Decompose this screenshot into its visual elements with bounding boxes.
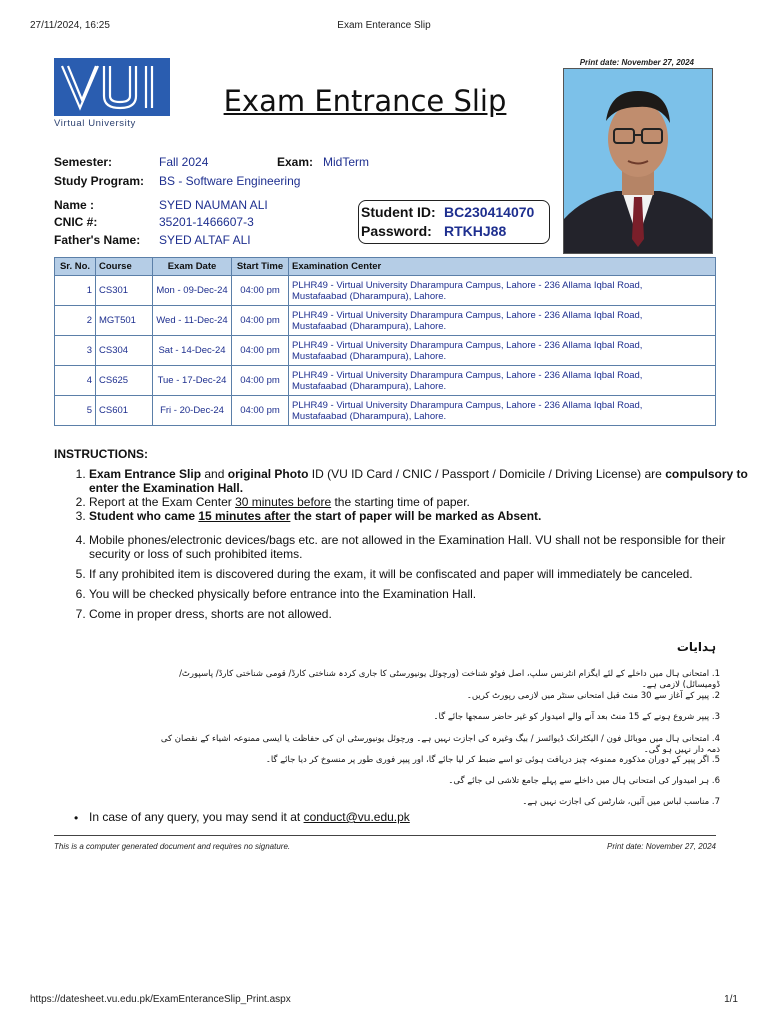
row-course: CS304 — [96, 336, 153, 366]
col-center: Examination Center — [289, 258, 716, 276]
password-label: Password: — [361, 223, 432, 239]
student-id-label: Student ID: — [361, 204, 436, 220]
credentials-box — [358, 200, 550, 244]
urdu-instruction-line: 7. مناسب لباس میں آئیں، شارٹس کی اجازت نہیں ہے۔ — [522, 797, 720, 807]
urdu-instruction-line: 1. امتحانی ہال میں داخلے کے لئے ایگزام انٹرنس سلپ، اصل فوٹو شناخت (ورچوئل یونیورسٹی کا جاری کردہ شناختی کارڈ/ قومی شناختی کارڈ/ پاسپورٹ/ ڈومیسائل) لازمی ہے۔ — [179, 669, 720, 690]
father-label: Father's Name: — [54, 233, 141, 247]
row-sr: 2 — [55, 306, 96, 336]
col-sr: Sr. No. — [55, 258, 96, 276]
col-time: Start Time — [232, 258, 289, 276]
vu-logo — [54, 58, 172, 128]
row-center — [289, 306, 716, 336]
center-line-2: Mustafaabad (Dharampura), Lahore. — [292, 290, 447, 302]
row-sr: 5 — [55, 396, 96, 426]
row-course: CS301 — [96, 276, 153, 306]
center-line-1: PLHR49 - Virtual University Dharampura Campus, Lahore - 236 Allama Iqbal Road, — [292, 369, 643, 381]
row-time: 04:00 pm — [232, 306, 289, 336]
instructions-heading: INSTRUCTIONS: — [54, 447, 148, 461]
email-link[interactable]: conduct@vu.edu.pk — [303, 810, 410, 824]
urdu-instruction-line: 4. امتحانی ہال میں موبائل فون / الیکٹرانک ڈیوائسز / بیگ وغیرہ کی اجازت نہیں ہے۔ ورچوئل یونیورسٹی ان کی حفاظت یا ایسی ممنوعہ اشیاء کے نقصان کی ذمہ دار نہیں ہو گی۔ — [160, 734, 720, 755]
footer-note: This is a computer generated document and requires no signature. — [54, 842, 291, 851]
cnic-label: CNIC #: — [54, 215, 98, 229]
print-url: https://datesheet.vu.edu.pk/ExamEnteranceSlip_Print.aspx — [30, 994, 291, 1005]
instruction-item: 7. Come in proper dress, shorts are not allowed. — [89, 607, 759, 621]
program-label: Study Program: — [54, 174, 145, 188]
exam-label: Exam: — [277, 155, 314, 169]
query-text: In case of any query, you may send it at — [89, 810, 304, 824]
footer-divider — [54, 835, 716, 836]
row-sr: 3 — [55, 336, 96, 366]
urdu-instructions-heading: ہدایات — [676, 640, 716, 654]
row-time: 04:00 pm — [232, 336, 289, 366]
instructions-list — [54, 467, 759, 621]
urdu-instruction-line: 5. اگر پیپر کے دوران مذکورہ ممنوعہ چیز دریافت ہوئی تو اسے ضبط کر لیا جائے گا، اور پیپر فوری طور پر منسوخ کر دیا جائے گا۔ — [265, 755, 720, 765]
print-page-title: Exam Enterance Slip — [337, 20, 431, 31]
table-row — [55, 306, 716, 336]
row-course: MGT501 — [96, 306, 153, 336]
row-time: 04:00 pm — [232, 366, 289, 396]
center-line-1: PLHR49 - Virtual University Dharampura Campus, Lahore - 236 Allama Iqbal Road, — [292, 279, 643, 291]
semester-value: Fall 2024 — [159, 155, 209, 169]
password-value: RTKHJ88 — [444, 223, 507, 239]
program-value: BS - Software Engineering — [159, 174, 301, 188]
center-line-2: Mustafaabad (Dharampura), Lahore. — [292, 320, 447, 332]
row-time: 04:00 pm — [232, 396, 289, 426]
row-center — [289, 396, 716, 426]
row-time: 04:00 pm — [232, 276, 289, 306]
table-row — [55, 336, 716, 366]
print-date-top: Print date: November 27, 2024 — [579, 58, 694, 67]
row-course: CS601 — [96, 396, 153, 426]
table-row — [55, 276, 716, 306]
table-row — [55, 396, 716, 426]
table-header-row — [55, 258, 716, 276]
semester-label: Semester: — [54, 155, 113, 169]
row-date: Wed - 11-Dec-24 — [153, 306, 232, 336]
center-line-1: PLHR49 - Virtual University Dharampura Campus, Lahore - 236 Allama Iqbal Road, — [292, 339, 643, 351]
center-line-2: Mustafaabad (Dharampura), Lahore. — [292, 350, 447, 362]
urdu-instruction-line: 3. پیپر شروع ہونے کے 15 منٹ بعد آنے والے امیدوار کو غیر حاضر سمجھا جائے گا۔ — [433, 712, 720, 722]
row-course: CS625 — [96, 366, 153, 396]
print-page-count: 1/1 — [724, 994, 738, 1005]
instruction-item: 4. Mobile phones/electronic devices/bags etc. are not allowed in the Examination Hall. VU shall not be responsible for their security or loss of such prohibited items. — [89, 533, 759, 561]
instruction-item: 6. You will be checked physically before entrance into the Examination Hall. — [89, 587, 759, 601]
row-center — [289, 276, 716, 306]
footer-print-date: Print date: November 27, 2024 — [607, 842, 716, 851]
student-id-value: BC230414070 — [444, 204, 535, 220]
instruction-item: 5. If any prohibited item is discovered during the exam, it will be confiscated and paper will immediately be canceled. — [89, 567, 759, 581]
urdu-instruction-line: 2. پیپر کے آغاز سے 30 منٹ قبل امتحانی سنٹر میں لازمی رپورٹ کریں۔ — [466, 691, 720, 701]
father-value: SYED ALTAF ALI — [159, 233, 251, 247]
center-line-2: Mustafaabad (Dharampura), Lahore. — [292, 380, 447, 392]
exam-value: MidTerm — [323, 155, 370, 169]
instruction-item: 1. Exam Entrance Slip and original Photo ID (VU ID Card / CNIC / Passport / Domicile / Driving License) are compulsory to enter the Examination Hall. — [89, 467, 759, 495]
instruction-item: 2. Report at the Exam Center 30 minutes before the starting time of paper. — [89, 495, 759, 509]
name-value: SYED NAUMAN ALI — [159, 198, 268, 212]
student-photo — [563, 68, 713, 254]
table-row — [55, 366, 716, 396]
row-sr: 4 — [55, 366, 96, 396]
center-line-2: Mustafaabad (Dharampura), Lahore. — [292, 410, 447, 422]
row-date: Sat - 14-Dec-24 — [153, 336, 232, 366]
bullet-icon: • — [74, 811, 79, 825]
row-date: Fri - 20-Dec-24 — [153, 396, 232, 426]
col-date: Exam Date — [153, 258, 232, 276]
print-datetime: 27/11/2024, 16:25 — [30, 20, 110, 31]
instruction-item: 3. Student who came 15 minutes after the start of paper will be marked as Absent. — [89, 509, 759, 523]
row-date: Tue - 17-Dec-24 — [153, 366, 232, 396]
row-center — [289, 366, 716, 396]
page-title: Exam Entrance Slip — [223, 84, 507, 118]
name-label: Name : — [54, 198, 95, 212]
cnic-value: 35201-1466607-3 — [159, 215, 254, 229]
col-course: Course — [96, 258, 153, 276]
row-center — [289, 336, 716, 366]
exam-schedule-table — [54, 257, 716, 426]
center-line-1: PLHR49 - Virtual University Dharampura Campus, Lahore - 236 Allama Iqbal Road, — [292, 309, 643, 321]
row-sr: 1 — [55, 276, 96, 306]
urdu-instruction-line: 6. ہر امیدوار کی امتحانی ہال میں داخلے سے پہلے جامع تلاشی لی جائے گی۔ — [448, 776, 720, 786]
logo-text: Virtual University — [54, 118, 136, 129]
row-date: Mon - 09-Dec-24 — [153, 276, 232, 306]
center-line-1: PLHR49 - Virtual University Dharampura Campus, Lahore - 236 Allama Iqbal Road, — [292, 399, 643, 411]
